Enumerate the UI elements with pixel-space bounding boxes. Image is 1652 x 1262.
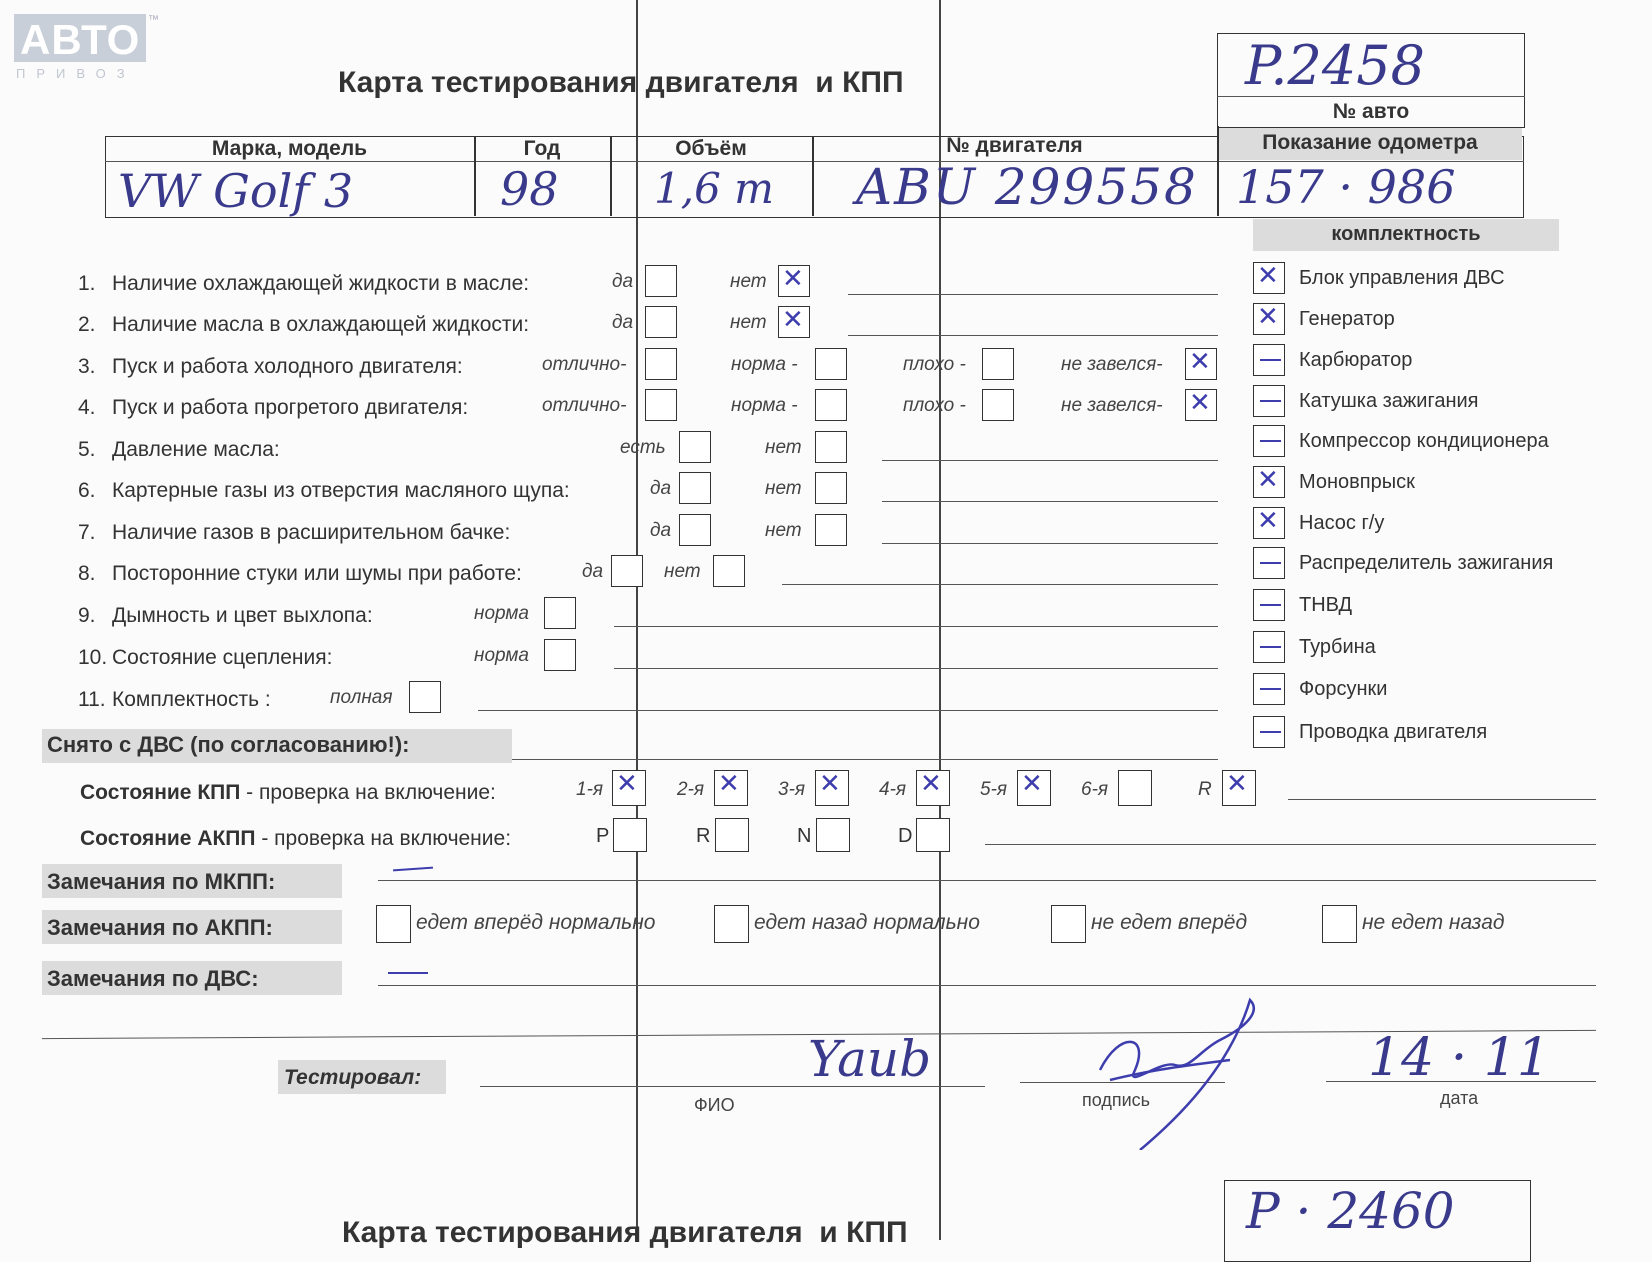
question-text: Посторонние стуки или шумы при работе: xyxy=(112,562,522,585)
akpp-mode-checkbox[interactable] xyxy=(613,818,647,852)
question-option-label: плохо - xyxy=(903,395,966,416)
question-text: Наличие охлаждающей жидкости в масле: xyxy=(112,272,530,295)
question-option-label: норма xyxy=(474,603,529,624)
kit-item-label: Турбина xyxy=(1299,636,1376,658)
question-option-checkbox[interactable] xyxy=(982,348,1014,380)
question-answer-line[interactable] xyxy=(478,710,1218,711)
akpp-remark-option-label: едет назад нормально xyxy=(754,911,980,934)
question-answer-line[interactable] xyxy=(614,668,1218,669)
kit-item-label: Катушка зажигания xyxy=(1299,390,1479,412)
akpp-remark-option-label: едет вперёд нормально xyxy=(416,911,656,934)
kpp-gear-checkbox[interactable] xyxy=(815,770,849,806)
question-text: Комплектность : xyxy=(112,688,271,711)
mkpp-remark-label: Замечания по МКПП: xyxy=(47,869,276,894)
question-option-label: нет xyxy=(730,312,767,333)
kpp-gear-checkbox[interactable] xyxy=(612,770,646,806)
question-text: Наличие газов в расширительном бачке: xyxy=(112,521,511,544)
question-option-checkbox[interactable] xyxy=(409,681,441,713)
question-option-label: да xyxy=(612,312,634,333)
logo xyxy=(14,14,159,84)
question-answer-line[interactable] xyxy=(614,626,1218,627)
logo-tm: ™ xyxy=(148,14,159,26)
volume-value: 1,6 m xyxy=(654,164,774,213)
mkpp-remark-mark xyxy=(393,867,433,872)
question-option-checkbox[interactable] xyxy=(1185,348,1217,380)
akpp-remark-checkbox[interactable] xyxy=(714,905,749,943)
kit-item-label: ТНВД xyxy=(1299,594,1353,616)
question-answer-line[interactable] xyxy=(882,501,1218,502)
question-option-label: норма xyxy=(474,645,529,666)
kpp-gear-checkbox[interactable] xyxy=(714,770,748,806)
question-number: 7. xyxy=(78,521,96,544)
header-col-model: Марка, модель xyxy=(211,137,368,160)
question-option-label: нет xyxy=(730,271,767,292)
question-number: 1. xyxy=(78,272,96,295)
header-col-volume: Объём xyxy=(675,137,747,160)
akpp-mode-label: N xyxy=(797,825,812,847)
removed-line xyxy=(512,759,1218,760)
question-option-checkbox[interactable] xyxy=(645,348,677,380)
question-option-label: не завелся- xyxy=(1061,395,1163,416)
header-col-engine: № двигателя xyxy=(946,134,1083,157)
question-text: Состояние сцепления: xyxy=(112,646,333,669)
kit-item-label: Распределитель зажигания xyxy=(1299,552,1554,574)
question-answer-line[interactable] xyxy=(782,584,1218,585)
kit-checkbox[interactable] xyxy=(1253,547,1285,579)
akpp-remark-option-label: не едет вперёд xyxy=(1091,911,1248,934)
removed-label: Снято с ДВС (по согласованию!): xyxy=(47,732,410,757)
question-text: Картерные газы из отверстия масляного щупа: xyxy=(112,479,570,502)
question-option-checkbox[interactable] xyxy=(982,389,1014,421)
akpp-remark-checkbox[interactable] xyxy=(1051,905,1086,943)
question-answer-line[interactable] xyxy=(882,543,1218,544)
akpp-label-rest: - проверка на включение: xyxy=(255,827,512,850)
header-col-year: Год xyxy=(523,137,561,160)
signature-label: подпись xyxy=(1082,1090,1151,1110)
kit-item-label: Насос г/у xyxy=(1299,512,1385,534)
kit-item-label: Блок управления ДВС xyxy=(1299,267,1505,289)
question-option-checkbox[interactable] xyxy=(611,555,643,587)
question-number: 6. xyxy=(78,479,96,502)
kpp-label xyxy=(80,781,496,805)
kpp-gear-label: 6-я xyxy=(1081,779,1109,800)
question-text: Пуск и работа прогретого двигателя: xyxy=(112,396,469,419)
mkpp-remark-line xyxy=(378,880,1596,881)
kpp-gear-label: 3-я xyxy=(778,779,806,800)
akpp-mode-checkbox[interactable] xyxy=(916,818,950,852)
question-option-checkbox[interactable] xyxy=(815,348,847,380)
question-answer-line[interactable] xyxy=(882,460,1218,461)
kit-title: комплектность xyxy=(1331,223,1481,245)
question-number: 3. xyxy=(78,355,96,378)
question-number: 10. xyxy=(78,646,108,669)
akpp-remark-checkbox[interactable] xyxy=(376,905,411,943)
kit-item-label: Форсунки xyxy=(1299,678,1388,700)
question-option-checkbox[interactable] xyxy=(679,472,711,504)
question-option-label: полная xyxy=(330,687,393,708)
next-page-title: Карта тестирования двигателя и КПП xyxy=(342,1216,908,1249)
kit-checkbox[interactable] xyxy=(1253,466,1285,498)
header-col-odometer: Показание одометра xyxy=(1262,131,1478,154)
akpp-mode-label: D xyxy=(898,825,913,847)
question-option-checkbox[interactable] xyxy=(679,514,711,546)
question-option-label: да xyxy=(612,271,634,292)
akpp-line xyxy=(985,844,1596,845)
akpp-label xyxy=(80,827,511,851)
tested-label: Тестировал: xyxy=(284,1066,422,1089)
question-option-checkbox[interactable] xyxy=(778,265,810,297)
kit-checkbox[interactable] xyxy=(1253,425,1285,457)
car-number-label: № авто xyxy=(1332,100,1410,123)
dvs-remark-mark xyxy=(388,972,428,974)
engine-value: ABU 299558 xyxy=(856,158,1198,216)
kpp-label-bold: Состояние КПП xyxy=(80,781,241,804)
question-option-checkbox[interactable] xyxy=(815,389,847,421)
question-number: 5. xyxy=(78,438,96,461)
kit-checkbox[interactable] xyxy=(1253,385,1285,417)
question-option-checkbox[interactable] xyxy=(815,514,847,546)
kit-checkbox[interactable] xyxy=(1253,303,1285,335)
next-car-number-value: P · 2460 xyxy=(1246,1182,1455,1240)
kpp-gear-checkbox[interactable] xyxy=(1222,770,1256,806)
odometer-value: 157 · 986 xyxy=(1236,160,1456,214)
akpp-mode-checkbox[interactable] xyxy=(715,818,749,852)
page-title: Карта тестирования двигателя и КПП xyxy=(338,66,904,99)
question-option-label: да xyxy=(650,478,672,499)
question-option-label: не завелся- xyxy=(1061,354,1163,375)
question-option-checkbox[interactable] xyxy=(544,639,576,671)
question-option-label: отлично- xyxy=(542,395,627,416)
akpp-mode-label: P xyxy=(596,825,610,847)
question-option-checkbox[interactable] xyxy=(645,389,677,421)
question-text: Дымность и цвет выхлопа: xyxy=(112,604,373,627)
question-option-checkbox[interactable] xyxy=(544,597,576,629)
question-option-label: нет xyxy=(765,437,802,458)
akpp-mode-label: R xyxy=(696,825,711,847)
question-option-label: плохо - xyxy=(903,354,966,375)
kit-checkbox[interactable] xyxy=(1253,589,1285,621)
kit-item-label: Моновпрыск xyxy=(1299,471,1415,493)
kpp-gear-checkbox[interactable] xyxy=(1017,770,1051,806)
question-text: Пуск и работа холодного двигателя: xyxy=(112,355,463,378)
question-option-checkbox[interactable] xyxy=(679,431,711,463)
question-text: Наличие масла в охлаждающей жидкости: xyxy=(112,313,530,336)
kpp-gear-checkbox[interactable] xyxy=(916,770,950,806)
question-option-label: да xyxy=(650,520,672,541)
question-number: 11. xyxy=(78,688,106,711)
question-option-label: есть xyxy=(620,437,666,458)
question-option-label: нет xyxy=(765,520,802,541)
kit-item-label: Проводка двигателя xyxy=(1299,721,1488,743)
question-option-label: нет xyxy=(664,561,701,582)
question-option-label: да xyxy=(582,561,604,582)
akpp-remark-checkbox[interactable] xyxy=(1322,905,1357,943)
kit-checkbox[interactable] xyxy=(1253,631,1285,663)
logo-sub: ПРИВОЗ xyxy=(16,66,136,81)
date-label: дата xyxy=(1440,1088,1479,1108)
model-value: VW Golf 3 xyxy=(118,164,354,218)
question-number: 2. xyxy=(78,313,96,336)
date-value: 14 · 11 xyxy=(1368,1028,1550,1088)
akpp-label-bold: Состояние АКПП xyxy=(80,827,256,850)
question-option-label: норма - xyxy=(731,395,798,416)
question-option-label: норма - xyxy=(731,354,798,375)
question-option-label: нет xyxy=(765,478,802,499)
kit-checkbox[interactable] xyxy=(1253,716,1285,748)
question-number: 9. xyxy=(78,604,96,627)
year-value: 98 xyxy=(500,162,559,216)
question-number: 8. xyxy=(78,562,96,585)
kpp-line xyxy=(1288,799,1596,800)
kit-checkbox[interactable] xyxy=(1253,262,1285,294)
question-option-label: отлично- xyxy=(542,354,627,375)
question-answer-line[interactable] xyxy=(848,335,1218,336)
kpp-gear-label: 4-я xyxy=(879,779,907,800)
question-option-checkbox[interactable] xyxy=(713,555,745,587)
kpp-gear-label: R xyxy=(1198,779,1212,800)
kit-item-label: Карбюратор xyxy=(1299,349,1413,371)
question-answer-line[interactable] xyxy=(848,294,1218,295)
akpp-remark-label: Замечания по АКПП: xyxy=(47,915,273,940)
kpp-gear-label: 1-я xyxy=(576,779,604,800)
kit-item-label: Компрессор кондиционера xyxy=(1299,430,1549,452)
kit-checkbox[interactable] xyxy=(1253,673,1285,705)
question-number: 4. xyxy=(78,396,96,419)
fio-label: ФИО xyxy=(694,1095,735,1115)
question-text: Давление масла: xyxy=(112,438,280,461)
akpp-mode-checkbox[interactable] xyxy=(816,818,850,852)
logo-main: АВТО xyxy=(20,16,141,63)
question-option-checkbox[interactable] xyxy=(778,306,810,338)
akpp-remark-option-label: не едет назад xyxy=(1362,911,1505,934)
kpp-label-rest: - проверка на включение: xyxy=(240,781,496,804)
signature-mark xyxy=(1080,990,1340,1150)
kit-checkbox[interactable] xyxy=(1253,344,1285,376)
fio-value: Yaub xyxy=(808,1030,932,1088)
question-option-checkbox[interactable] xyxy=(645,265,677,297)
kpp-gear-label: 5-я xyxy=(980,779,1008,800)
kit-item-label: Генератор xyxy=(1299,308,1395,330)
kpp-gear-checkbox[interactable] xyxy=(1118,770,1152,806)
dvs-remark-label: Замечания по ДВС: xyxy=(47,966,259,991)
question-option-checkbox[interactable] xyxy=(815,431,847,463)
car-number-value: P.2458 xyxy=(1245,34,1425,97)
question-option-checkbox[interactable] xyxy=(1185,389,1217,421)
kit-checkbox[interactable] xyxy=(1253,507,1285,539)
kpp-gear-label: 2-я xyxy=(677,779,705,800)
question-option-checkbox[interactable] xyxy=(645,306,677,338)
question-option-checkbox[interactable] xyxy=(815,472,847,504)
dvs-remark-line xyxy=(378,985,1596,986)
